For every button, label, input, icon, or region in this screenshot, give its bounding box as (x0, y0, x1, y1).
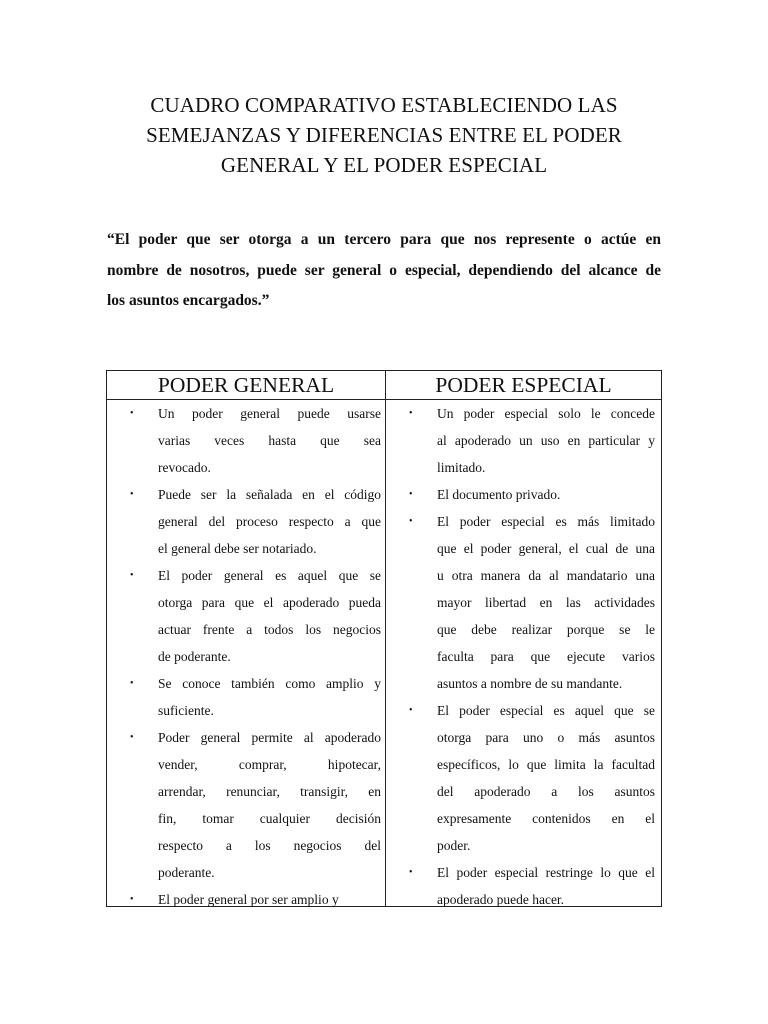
list-item-line: revocado. (158, 460, 211, 475)
quote-line: “El poder que ser otorga a un tercero para que nos represente o actúe en (107, 231, 661, 248)
list-item-line: Puede ser la señalada en el código (158, 487, 381, 502)
list-item-line: poder. (437, 838, 471, 853)
list-item-line: Poder general permite al apoderado (158, 730, 381, 745)
list-item-line: u otra manera da al mandatario una (437, 568, 655, 583)
quote-line: los asuntos encargados.” (107, 292, 270, 309)
bullet-icon: • (409, 516, 413, 527)
list-item (107, 724, 381, 886)
intro-quote (107, 225, 661, 317)
title-line: CUADRO COMPARATIVO ESTABLECIENDO LAS (150, 93, 618, 117)
list-item-line: suficiente. (158, 703, 214, 718)
list-item-line: de poderante. (158, 649, 231, 664)
list-item-line: El poder especial es aquel que se (437, 703, 655, 718)
list-item-line: poderante. (158, 865, 215, 880)
title-line: GENERAL Y EL PODER ESPECIAL (220, 153, 548, 177)
poder-especial-column (386, 400, 662, 908)
list-item-line: del apoderado a los asuntos (437, 784, 655, 799)
document-title (100, 90, 668, 180)
list-item (107, 886, 381, 907)
title-line: SEMEJANZAS Y DIFERENCIAS ENTRE EL PODER (146, 123, 622, 147)
bullet-icon: • (130, 894, 134, 905)
list-item-line: asuntos a nombre de su mandante. (437, 676, 623, 691)
list-item-line: El poder general es aquel que se (158, 568, 381, 583)
list-item-line: respecto a los negocios del (158, 838, 381, 853)
list-item-line: faculta para que ejecute varios (437, 649, 655, 664)
poder-general-list (107, 400, 385, 907)
bullet-icon: • (409, 867, 413, 878)
list-item-line: vender, comprar, hipotecar, (158, 757, 381, 772)
list-item (386, 481, 655, 508)
list-item-line: que el poder general, el cual de una (437, 541, 655, 556)
list-item-line: general del proceso respecto a que (158, 514, 381, 529)
list-item (386, 859, 655, 907)
bullet-icon: • (409, 489, 413, 500)
list-item-line: El poder especial restringe lo que el (437, 865, 655, 880)
poder-especial-list (386, 400, 661, 907)
bullet-icon: • (409, 408, 413, 419)
poder-general-column (107, 400, 386, 908)
bullet-icon: • (409, 705, 413, 716)
list-item-line: El documento privado. (437, 487, 561, 502)
list-item-line: mayor libertad en las actividades (437, 595, 655, 610)
list-item-line: apoderado puede hacer. (437, 892, 565, 907)
list-item (386, 508, 655, 697)
header-poder-especial: PODER ESPECIAL (386, 371, 662, 400)
bullet-icon: • (130, 732, 134, 743)
bullet-icon: • (130, 489, 134, 500)
list-item (386, 697, 655, 859)
list-item-line: limitado. (437, 460, 486, 475)
list-item-line: Se conoce también como amplio y (158, 676, 381, 691)
list-item-line: El poder general por ser amplio y (158, 892, 339, 907)
list-item (107, 400, 381, 481)
list-item-line: arrendar, renunciar, transigir, en (158, 784, 381, 799)
list-item-line: Un poder general puede usarse (158, 406, 381, 421)
list-item (107, 562, 381, 670)
list-item-line: Un poder especial solo le concede (437, 406, 655, 421)
list-item-line: expresamente contenidos en el (437, 811, 655, 826)
list-item-line: otorga para que el apoderado pueda (158, 595, 381, 610)
bullet-icon: • (130, 570, 134, 581)
list-item (386, 400, 655, 481)
list-item-line: al apoderado un uso en particular y (437, 433, 655, 448)
comparison-table (106, 370, 662, 907)
list-item-line: El poder especial es más limitado (437, 514, 655, 529)
list-item-line: actuar frente a todos los negocios (158, 622, 381, 637)
bullet-icon: • (130, 678, 134, 689)
header-poder-general: PODER GENERAL (107, 371, 386, 400)
list-item (107, 670, 381, 724)
list-item (107, 481, 381, 562)
list-item-line: varias veces hasta que sea (158, 433, 381, 448)
bullet-icon: • (130, 408, 134, 419)
list-item-line: fin, tomar cualquier decisión (158, 811, 381, 826)
list-item-line: otorga para uno o más asuntos (437, 730, 655, 745)
list-item-line: específicos, lo que limita la facultad (437, 757, 655, 772)
list-item-line: que debe realizar porque se le (437, 622, 655, 637)
list-item-line: el general debe ser notariado. (158, 541, 317, 556)
quote-line: nombre de nosotros, puede ser general o especial, dependiendo del alcance de (107, 261, 661, 279)
